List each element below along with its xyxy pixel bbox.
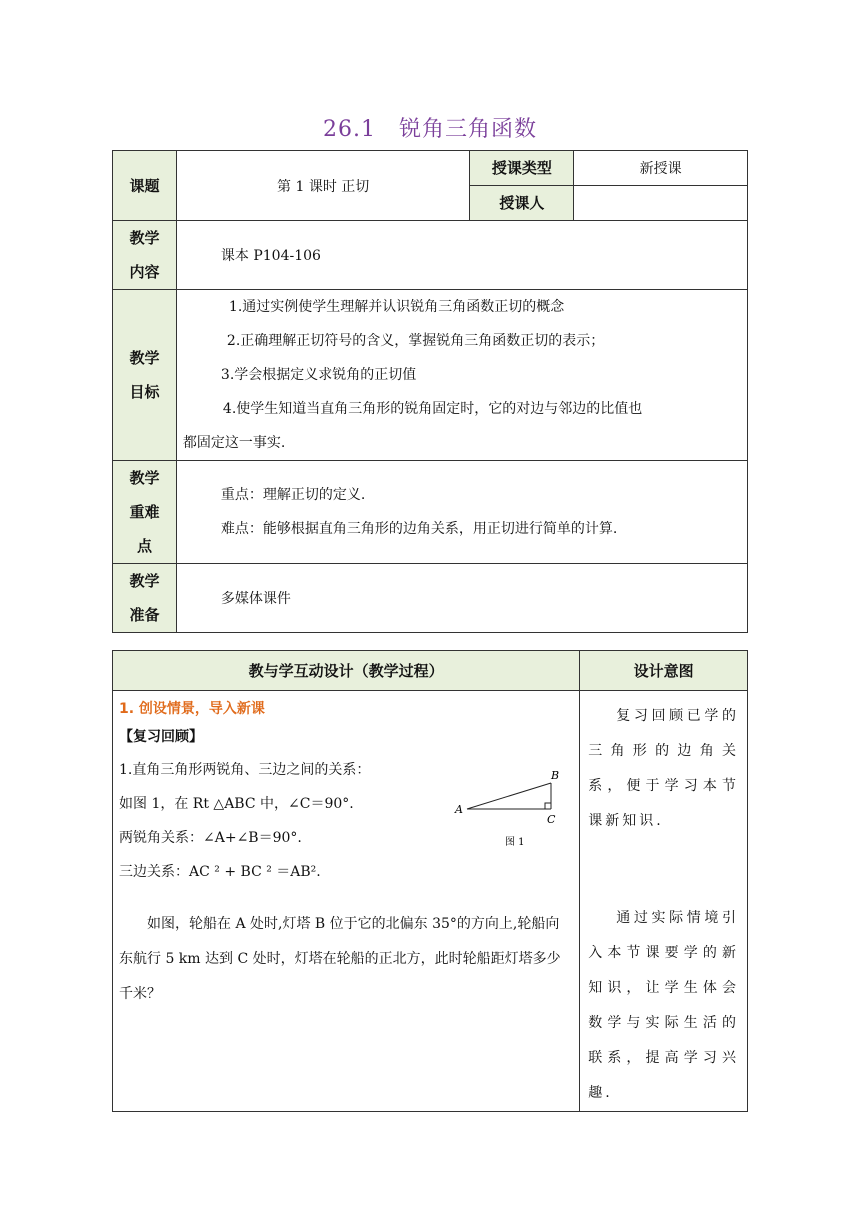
vertex-b-label: B — [551, 769, 560, 782]
intent-content — [580, 691, 748, 1112]
goal-item: 4.使学生知道当直角三角形的锐角固定时，它的对边与邻边的比值也 — [222, 401, 643, 417]
key-point: 重点：理解正切的定义. — [220, 487, 366, 503]
goal-item: 1.通过实例使学生理解并认识锐角三角函数正切的概念 — [228, 299, 565, 315]
lesson-type-value: 新授课 — [574, 151, 748, 186]
lesson-info-table — [112, 150, 748, 633]
review-line: 两锐角关系：∠A+∠B＝90°. — [119, 830, 302, 846]
intent-note: 复习回顾已学的三角形的边角关系，便于学习本节课新知识. — [588, 708, 739, 829]
teaching-process-table — [112, 650, 748, 1112]
review-line: 如图 1，在 Rt △ABC 中，∠C＝90°. — [119, 796, 354, 812]
difficult-point: 难点：能够根据直角三角形的边角关系，用正切进行简单的计算. — [220, 521, 618, 537]
goals-list — [176, 290, 747, 461]
vertex-c-label: C — [547, 813, 556, 826]
preparation-value: 多媒体课件 — [176, 564, 747, 633]
intent-note: 通过实际情境引入本节课要学的新知识，让学生体会数学与实际生活的联系，提高学习兴趣. — [588, 910, 739, 1101]
process-header: 教与学互动设计（教学过程） — [113, 651, 580, 691]
vertex-a-label: A — [455, 803, 463, 816]
teacher-value — [574, 186, 748, 221]
lesson-label: 课题 — [113, 151, 177, 221]
figure-caption: 图 1 — [505, 837, 525, 848]
section-title: 1. 创设情景，导入新课 — [119, 701, 265, 717]
process-content — [113, 691, 580, 1112]
goal-item: 3.学会根据定义求锐角的正切值 — [220, 367, 417, 383]
goal-item: 都固定这一事实. — [182, 435, 286, 451]
page-title: 26.1 锐角三角函数 — [323, 117, 537, 142]
goals-label: 教学 目标 — [113, 290, 177, 461]
review-title: 【复习回顾】 — [119, 729, 203, 745]
triangle-figure — [449, 767, 569, 857]
intent-header: 设计意图 — [580, 651, 748, 691]
content-value: 课本 P104-106 — [176, 221, 747, 290]
key-points — [176, 461, 747, 564]
lesson-type-label: 授课类型 — [470, 151, 574, 186]
key-points-label: 教学 重难 点 — [113, 461, 177, 564]
review-line: 1.直角三角形两锐角、三边之间的关系： — [119, 762, 371, 778]
problem-text: 如图，轮船在 A 处时,灯塔 B 位于它的北偏东 35°的方向上,轮船向东航行 5 km 达到 C 处时，灯塔在轮船的正北方，此时轮船距灯塔多少千米？ — [119, 916, 561, 1002]
goal-item: 2.正确理解正切符号的含义，掌握锐角三角函数正切的表示； — [226, 333, 605, 349]
content-label: 教学 内容 — [113, 221, 177, 290]
preparation-label: 教学 准备 — [113, 564, 177, 633]
lesson-value: 第 1 课时 正切 — [176, 151, 470, 221]
teacher-label: 授课人 — [470, 186, 574, 221]
review-line: 三边关系：AC ² + BC ² ＝AB². — [119, 864, 321, 880]
